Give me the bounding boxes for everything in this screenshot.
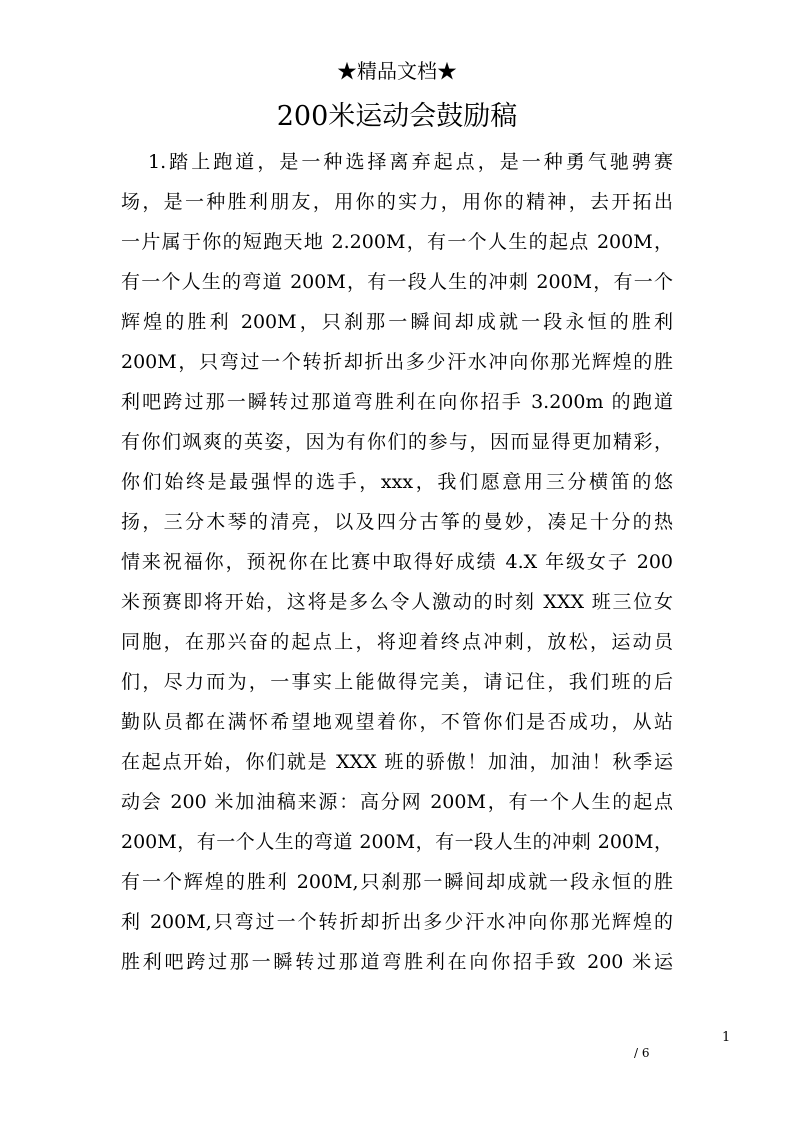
body-line: 动会 200 米加油稿来源：高分网 200M，有一个人生的起点 bbox=[121, 791, 673, 813]
body-line: 1.踏上跑道，是一种选择离弃起点，是一种勇气驰骋赛 bbox=[148, 151, 673, 173]
body-line: 勤队员都在满怀希望地观望着你，不管你们是否成功，从站 bbox=[121, 711, 673, 733]
header-mark: ★精品文档★ bbox=[337, 59, 457, 83]
body-line: 一片属于你的短跑天地 2.200M，有一个人生的起点 200M， bbox=[121, 231, 673, 253]
body-line: 200M，有一个人生的弯道 200M，有一段人生的冲刺 200M， bbox=[121, 831, 673, 853]
body-line: 利 200M,只弯过一个转折却折出多少汗水冲向你那光辉煌的 bbox=[121, 911, 673, 933]
document-body bbox=[121, 142, 673, 982]
body-line: 情来祝福你，预祝你在比赛中取得好成绩 4.X 年级女子 200 bbox=[121, 551, 673, 573]
body-line: 扬，三分木琴的清亮，以及四分古筝的曼妙，凑足十分的热 bbox=[121, 511, 673, 533]
body-line: 有你们飒爽的英姿，因为有你们的参与，因而显得更加精彩， bbox=[121, 431, 673, 453]
body-line: 利吧跨过那一瞬转过那道弯胜利在向你招手 3.200m 的跑道 bbox=[121, 391, 673, 413]
body-line: 在起点开始，你们就是 XXX 班的骄傲！加油，加油！秋季运 bbox=[121, 751, 673, 773]
body-line: 同胞，在那兴奋的起点上，将迎着终点冲刺，放松，运动员 bbox=[121, 631, 673, 653]
page-number: 1 bbox=[722, 1030, 731, 1045]
body-line: 有一个辉煌的胜利 200M,只刹那一瞬间却成就一段永恒的胜 bbox=[121, 871, 673, 893]
document-title: 200米运动会鼓励稿 bbox=[276, 101, 518, 132]
body-line: 场，是一种胜利朋友，用你的实力，用你的精神，去开拓出 bbox=[121, 191, 673, 213]
body-line: 辉煌的胜利 200M，只刹那一瞬间却成就一段永恒的胜利 bbox=[121, 311, 673, 333]
body-line: 你们始终是最强悍的选手，xxx，我们愿意用三分横笛的悠 bbox=[121, 471, 673, 493]
body-line: 200M，只弯过一个转折却折出多少汗水冲向你那光辉煌的胜 bbox=[121, 351, 673, 373]
body-line: 有一个人生的弯道 200M，有一段人生的冲刺 200M，有一个 bbox=[121, 271, 673, 293]
body-line: 米预赛即将开始，这将是多么令人激动的时刻 XXX 班三位女 bbox=[121, 591, 673, 613]
page-count: / 6 bbox=[634, 1046, 650, 1060]
body-line: 们，尽力而为，一事实上能做得完美，请记住，我们班的后 bbox=[121, 671, 673, 693]
body-line: 胜利吧跨过那一瞬转过那道弯胜利在向你招手致 200 米运 bbox=[121, 951, 673, 973]
